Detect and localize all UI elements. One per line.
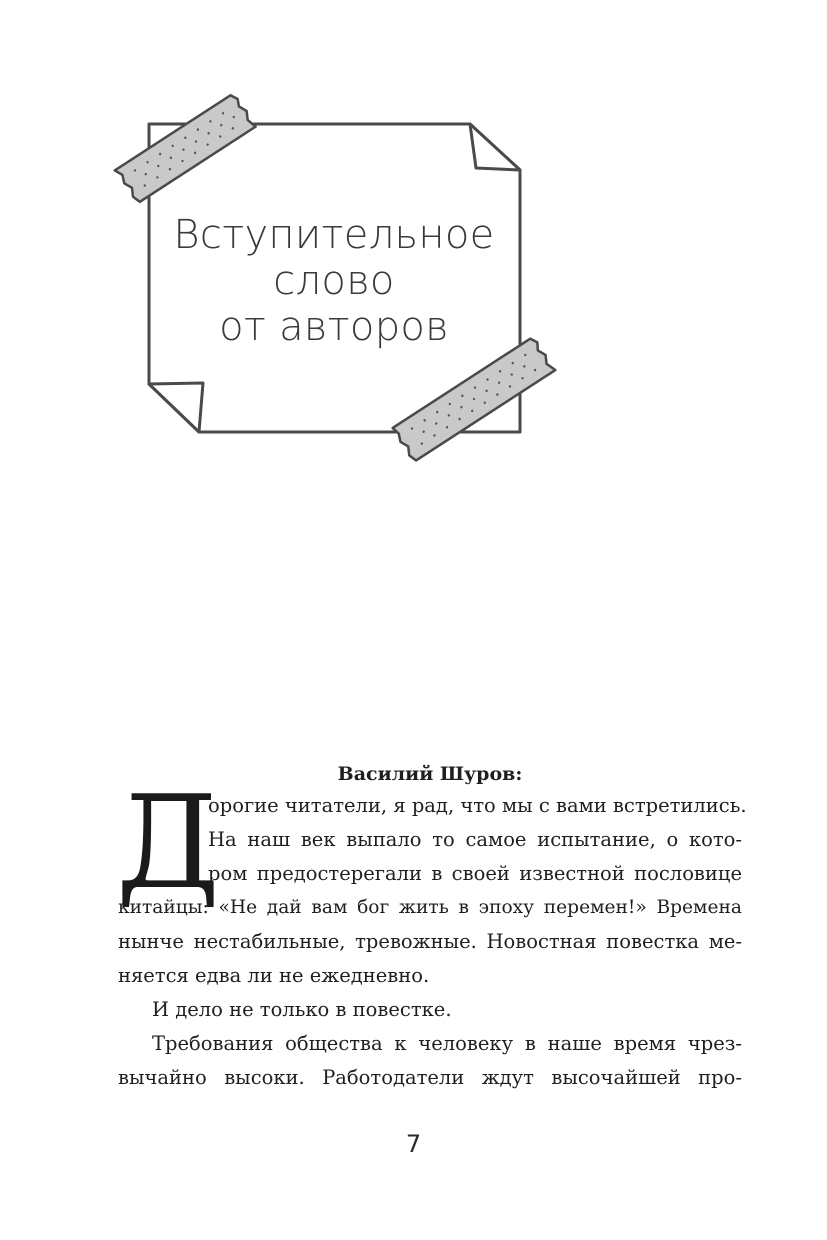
author-name: Василий Шуров: xyxy=(337,763,523,785)
note-folded-corner-bottom-left xyxy=(149,383,203,432)
paragraph-1-line-5: нынче нестабильные, тревожные. Новостная повестка ме- xyxy=(118,930,742,953)
paragraph-2: И дело не только в повестке. xyxy=(152,998,452,1021)
note-folded-corner-top-right xyxy=(470,124,520,170)
chapter-heading-line-2: слово xyxy=(273,258,395,304)
paragraph-3-line-1: Требования общества к человеку в наше время чрез- xyxy=(152,1032,742,1055)
paragraph-1-line-2: На наш век выпало то самое испытание, о кото- xyxy=(208,828,742,851)
paragraph-1-line-4: китайцы: «Не дай вам бог жить в эпоху перемен!» Времена xyxy=(118,897,742,918)
paragraph-1-line-6: няется едва ли не ежедневно. xyxy=(118,964,430,987)
page-number: 7 xyxy=(405,1130,422,1158)
paragraph-1-line-3: ром предостерегали в своей известной пословице xyxy=(208,862,742,885)
chapter-heading xyxy=(148,212,520,350)
body-text xyxy=(118,790,747,1120)
drop-cap: Д xyxy=(116,769,221,918)
paragraph-3-line-2: вычайно высоки. Работодатели ждут высочайшей про- xyxy=(118,1066,742,1089)
chapter-heading-line-3: от авторов xyxy=(219,304,449,350)
paragraph-1-line-1: орогие читатели, я рад, что мы с вами встретились. xyxy=(208,794,747,817)
chapter-heading-line-1: Вступительное xyxy=(173,212,495,258)
